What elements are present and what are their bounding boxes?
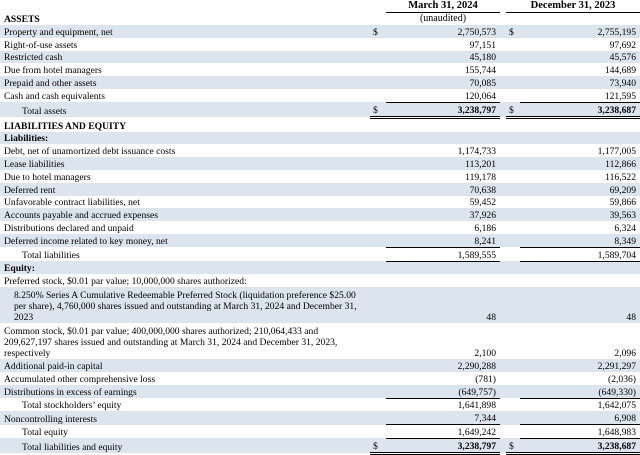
section-row: [0, 132, 640, 145]
table-row: [0, 208, 640, 221]
table-row: [0, 287, 640, 323]
value-december: 45,576: [520, 51, 640, 64]
total-row: [0, 425, 640, 439]
row-label: Total stockholders’ equity: [22, 400, 122, 412]
table-row: [0, 51, 640, 64]
total-assets-march: 3,238,797: [386, 102, 500, 117]
value-march: 48: [386, 287, 500, 323]
value-march: 70,638: [386, 183, 500, 196]
row-label: Restricted cash: [0, 51, 370, 64]
value-december: 73,940: [520, 76, 640, 89]
value-march: 7,344: [386, 411, 500, 424]
table-row: [0, 144, 640, 157]
value-december: 48: [520, 287, 640, 323]
table-row: [0, 359, 640, 372]
value-december: 2,755,195: [520, 25, 640, 38]
row-label: Distributions in excess of earnings: [0, 385, 370, 398]
table-row: [0, 385, 640, 398]
value-december: 2,096: [614, 348, 636, 360]
table-row: [0, 89, 640, 102]
table-row: [0, 411, 640, 424]
total-liabilities-label: Total liabilities: [22, 250, 80, 262]
row-label: Accounts payable and accrued expenses: [0, 208, 370, 221]
value-december: 1,642,075: [597, 400, 636, 412]
dollar-sign: $: [506, 25, 520, 38]
preferred-stock-header: Preferred stock, $0.01 par value; 10,000,000 shares authorized:: [4, 276, 247, 288]
table-row: [0, 274, 640, 287]
row-label: Right-of-use assets: [4, 39, 78, 51]
value-december: 112,866: [520, 157, 640, 170]
table-row: [0, 221, 640, 234]
row-label: Additional paid-in capital: [0, 359, 370, 372]
row-label: Deferred income related to key money, net: [0, 234, 370, 247]
value-march: 45,180: [386, 51, 500, 64]
column-title-march: March 31, 2024: [386, 0, 500, 13]
value-december: 6,908: [520, 411, 640, 424]
value-march: 2,100: [474, 348, 496, 360]
column-title-december: December 31, 2023: [506, 0, 640, 13]
value-march: (649,757): [386, 385, 500, 398]
preferred-series-label: 8.250% Series A Cumulative Redeemable Preferred Stock (liquidation preference $25.00 per share), 4,760,000 shares issued and outstanding at March 31, 2024 and December 31, 2023: [0, 287, 370, 323]
total-le-march: 3,238,797: [386, 438, 500, 453]
value-march: 70,085: [386, 76, 500, 89]
value-december: 59,866: [609, 197, 636, 209]
value-march: 1,174,733: [457, 146, 496, 158]
total-row: [0, 398, 640, 411]
value-december: 116,522: [605, 171, 636, 183]
value-march: 1,649,242: [386, 425, 500, 439]
table-row: [0, 372, 640, 385]
table-row: [0, 234, 640, 247]
section-liabilities: Liabilities:: [0, 132, 370, 145]
value-december: 121,595: [520, 89, 640, 102]
row-label: Property and equipment, net: [0, 25, 370, 38]
row-label: Deferred rent: [0, 183, 370, 196]
value-march: 6,186: [474, 222, 496, 234]
dollar-sign: $: [370, 438, 386, 453]
value-december: 69,209: [520, 183, 640, 196]
value-december: 6,324: [614, 222, 636, 234]
total-assets-label: Total assets: [0, 102, 370, 117]
value-march: (781): [475, 373, 496, 385]
value-december: 144,689: [604, 65, 636, 77]
row-label: Lease liabilities: [0, 157, 370, 170]
table-row: [0, 63, 640, 76]
value-december: (2,036): [608, 373, 636, 385]
total-row: [0, 102, 640, 117]
row-label: Due from hotel managers: [4, 65, 102, 77]
total-liabilities-equity-label: Total liabilities and equity: [0, 438, 370, 453]
total-liabilities-december: 1,589,704: [520, 247, 640, 261]
section-row: [0, 12, 640, 25]
table-row: [0, 170, 640, 183]
section-row: [0, 261, 640, 274]
dollar-sign: $: [506, 102, 520, 117]
value-march: 120,064: [386, 89, 500, 102]
row-label: Distributions declared and unpaid: [4, 222, 134, 234]
table-row: [0, 196, 640, 209]
row-label: Unfavorable contract liabilities, net: [4, 197, 140, 209]
dollar-sign: $: [370, 25, 386, 38]
table-row: [0, 183, 640, 196]
row-label: Due to hotel managers: [4, 171, 91, 183]
row-label: Prepaid and other assets: [0, 76, 370, 89]
row-label: Cash and cash equivalents: [4, 91, 105, 103]
value-december: 97,692: [609, 39, 636, 51]
total-le-december: 3,238,687: [520, 438, 640, 453]
row-label: Debt, net of unamortized debt issuance costs: [4, 146, 176, 158]
value-december: (649,330): [520, 385, 640, 398]
value-march: 2,290,288: [386, 359, 500, 372]
table-row: [0, 76, 640, 89]
value-december: 8,349: [520, 234, 640, 247]
balance-sheet-table: [0, 12, 640, 455]
value-december: 2,291,297: [520, 359, 640, 372]
common-stock-label: Common stock, $0.01 par value; 400,000,000 shares authorized; 210,064,433 and 209,627,197 shares issued and outstanding at March 31, 2024 and December 31, 2023, respectively: [4, 326, 338, 360]
total-liabilities-march: 1,589,555: [386, 247, 500, 261]
column-subtitle-unaudited: (unaudited): [419, 13, 467, 24]
value-december: 1,177,005: [597, 146, 636, 158]
section-row: [0, 117, 640, 132]
value-march: 2,750,573: [386, 25, 500, 38]
section-assets: ASSETS: [4, 14, 40, 25]
total-row: [0, 438, 640, 453]
row-label: Total equity: [22, 427, 68, 439]
total-assets-december: 3,238,687: [520, 102, 640, 117]
section-liabilities-equity: LIABILITIES AND EQUITY: [4, 120, 127, 132]
table-row: [0, 157, 640, 170]
value-march: 37,926: [386, 208, 500, 221]
dollar-sign: $: [506, 438, 520, 453]
table-row: [0, 25, 640, 38]
value-december: 39,563: [520, 208, 640, 221]
value-march: 155,744: [464, 65, 496, 77]
value-march: 8,241: [386, 234, 500, 247]
row-label: Noncontrolling interests: [0, 411, 370, 424]
row-label: Accumulated other comprehensive loss: [4, 373, 156, 385]
value-december: 1,648,983: [520, 425, 640, 439]
section-equity: Equity:: [0, 261, 370, 274]
value-march: 59,452: [469, 197, 496, 209]
table-row: [0, 38, 640, 51]
total-row: [0, 247, 640, 261]
value-march: 119,178: [465, 171, 496, 183]
value-march: 113,201: [386, 157, 500, 170]
value-march: 1,641,898: [457, 400, 496, 412]
value-march: 97,151: [469, 39, 496, 51]
dollar-sign: $: [370, 102, 386, 117]
table-row: [0, 323, 640, 359]
